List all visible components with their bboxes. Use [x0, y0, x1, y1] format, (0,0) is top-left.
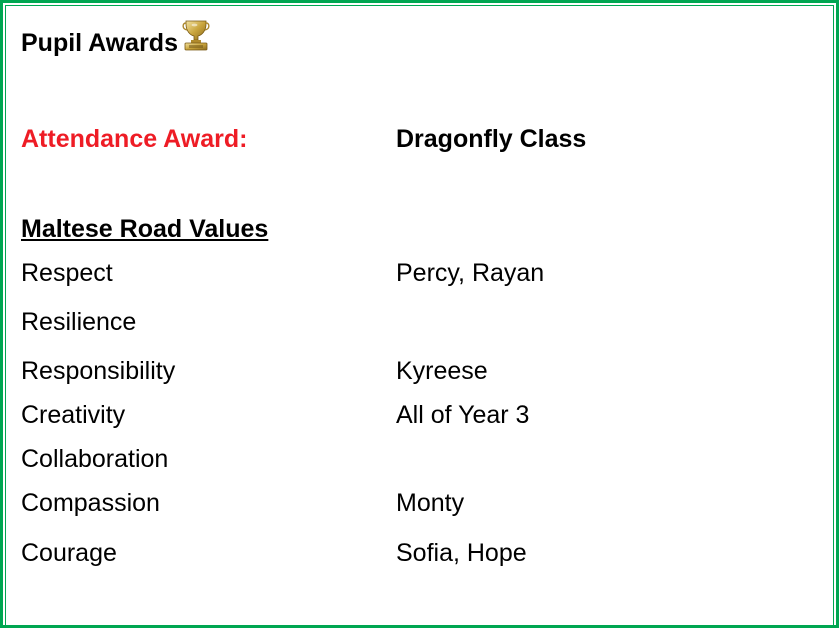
value-pupils: All of Year 3 — [396, 401, 530, 429]
value-name: Responsibility — [21, 357, 176, 385]
value-pupils: Sofia, Hope — [396, 539, 527, 567]
page-title: Pupil Awards — [21, 29, 178, 57]
value-name: Collaboration — [21, 445, 169, 473]
value-name: Resilience — [21, 308, 137, 336]
value-name: Respect — [21, 259, 113, 287]
list-item — [21, 305, 801, 339]
list-item — [21, 536, 801, 570]
value-pupils: Percy, Rayan — [396, 259, 545, 287]
value-name: Compassion — [21, 489, 160, 517]
value-name: Creativity — [21, 401, 126, 429]
list-item — [21, 256, 801, 290]
trophy-icon — [179, 18, 213, 52]
attendance-award-value: Dragonfly Class — [396, 125, 587, 153]
attendance-award-label: Attendance Award: — [21, 125, 248, 153]
value-name: Courage — [21, 539, 117, 567]
values-heading: Maltese Road Values — [21, 215, 269, 243]
value-pupils: Kyreese — [396, 357, 488, 385]
list-item — [21, 442, 801, 476]
value-pupils: Monty — [396, 489, 465, 517]
list-item — [21, 354, 801, 388]
list-item — [21, 398, 801, 432]
list-item — [21, 486, 801, 520]
title-row — [21, 26, 213, 60]
